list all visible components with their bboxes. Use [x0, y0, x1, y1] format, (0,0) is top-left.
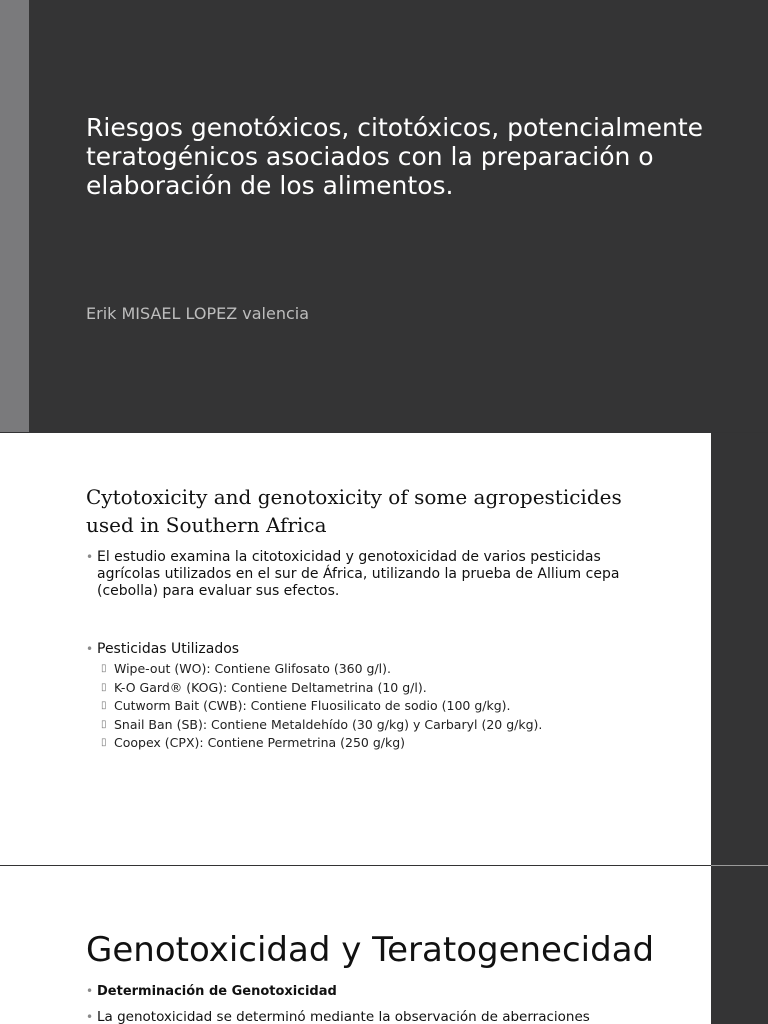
square-bullet-icon: ▯: [101, 718, 107, 730]
slide-heading: Cytotoxicity and genotoxicity of some agropesticides used in Southern Africa: [86, 485, 622, 537]
square-bullet-icon: ▯: [101, 700, 107, 711]
slide-genotoxicity: [0, 866, 711, 1024]
bullet-text: La genotoxicidad se determinó mediante la observación de aberraciones: [97, 1009, 590, 1024]
square-bullet-icon: ▯: [101, 663, 107, 674]
slide-title-heading: Riesgos genotóxicos, citotóxicos, potencialmente teratogénicos asociados con la preparación o elaboración de los alimentos.: [86, 113, 704, 200]
bullet-text: El estudio examina la citotoxicidad y genotoxicidad de varios pesticidas agrícolas utilizados en el sur de África, utilizando la prueba de Allium cepa (cebolla) para evaluar sus efectos.: [97, 549, 620, 599]
bullet-item: [86, 983, 646, 1000]
slide-side-panel: [711, 433, 768, 865]
list-item-text: Coopex (CPX): Contiene Permetrina (250 g/kg): [114, 735, 406, 750]
bullet-item: [86, 1009, 646, 1024]
slide-author: Erik MISAEL LOPEZ valencia: [86, 304, 310, 323]
accent-bar: [0, 0, 29, 432]
bullet-item: [86, 549, 626, 600]
bullet-item: [86, 641, 626, 658]
slide-title: [0, 0, 768, 432]
list-item: [101, 697, 661, 716]
bullet-icon: •: [86, 984, 94, 998]
bullet-text: Determinación de Genotoxicidad: [97, 984, 337, 999]
list-item-text: Snail Ban (SB): Contiene Metaldehído (30 g/kg) y Carbaryl (20 g/kg).: [114, 716, 543, 732]
list-item: [101, 679, 661, 698]
square-bullet-icon: ▯: [101, 681, 107, 693]
list-item: [101, 716, 661, 735]
pesticide-list: [101, 660, 661, 753]
list-item-text: Cutworm Bait (CWB): Contiene Fluosilicato de sodio (100 g/kg).: [114, 698, 511, 713]
slide-heading: Genotoxicidad y Teratogenecidad: [86, 930, 655, 970]
bullet-icon: •: [86, 642, 94, 656]
list-item: [101, 660, 661, 679]
list-item-text: Wipe-out (WO): Contiene Glifosato (360 g/l).: [114, 661, 392, 676]
bullet-icon: •: [86, 1010, 94, 1024]
list-item: [101, 734, 661, 753]
square-bullet-icon: ▯: [101, 737, 107, 748]
bullet-icon: •: [86, 550, 94, 564]
slide-cytotoxicity: [0, 433, 711, 865]
list-item-text: K-O Gard® (KOG): Contiene Deltametrina (10 g/l).: [114, 679, 427, 695]
bullet-text: Pesticidas Utilizados: [97, 641, 240, 657]
slide-side-panel: [711, 866, 768, 1024]
